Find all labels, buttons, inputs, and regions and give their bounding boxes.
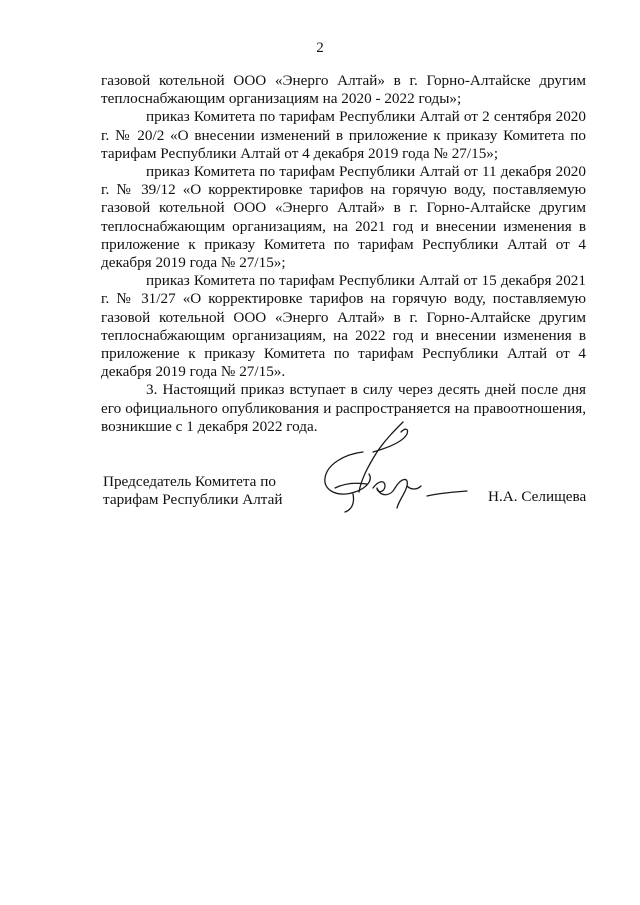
- paragraph-order-20-2: приказ Комитета по тарифам Республики Алтай от 2 сентября 2020 г. № 20/2 «О внесении изменений в приложение к приказу Комитета по тарифам Республики Алтай от 4 декабря 2019 года № 27/15»;: [101, 108, 586, 162]
- paragraph-order-31-27: приказ Комитета по тарифам Республики Алтай от 15 декабря 2021 г. № 31/27 «О корректировке тарифов на горячую воду, поставляемую газовой котельной ООО «Энерго Алтай» в г. Горно-Алтайске другим теплоснабжающим организациям, на 2022 год и внесении изменения в приложение к приказу Комитета по тарифам Республики Алтай от 4 декабря 2019 года № 27/15».: [101, 272, 586, 381]
- paragraph-effective-date: 3. Настоящий приказ вступает в силу через десять дней после дня его официального опубликования и распространяется на правоотношения, возникшие с 1 декабря 2022 года.: [101, 381, 586, 435]
- paragraph-continuation: газовой котельной ООО «Энерго Алтай» в г. Горно-Алтайске другим теплоснабжающим организациям на 2020 - 2022 годы»;: [101, 72, 586, 108]
- signatory-title: [103, 473, 283, 509]
- handwritten-signature: [315, 418, 475, 518]
- page-number: 2: [316, 40, 324, 56]
- paragraph-order-39-12: приказ Комитета по тарифам Республики Алтай от 11 декабря 2020 г. № 39/12 «О корректировке тарифов на горячую воду, поставляемую газовой котельной ООО «Энерго Алтай» в г. Горно-Алтайске другим теплоснабжающим организациям, на 2021 год и внесении изменения в приложение к приказу Комитета по тарифам Республики Алтай от 4 декабря 2019 года № 27/15»;: [101, 163, 586, 272]
- signatory-name: Н.А. Селищева: [488, 488, 587, 505]
- document-body: [101, 72, 586, 436]
- signatory-title-line2: тарифам Республики Алтай: [103, 491, 283, 508]
- signatory-title-line1: Председатель Комитета по: [103, 473, 276, 490]
